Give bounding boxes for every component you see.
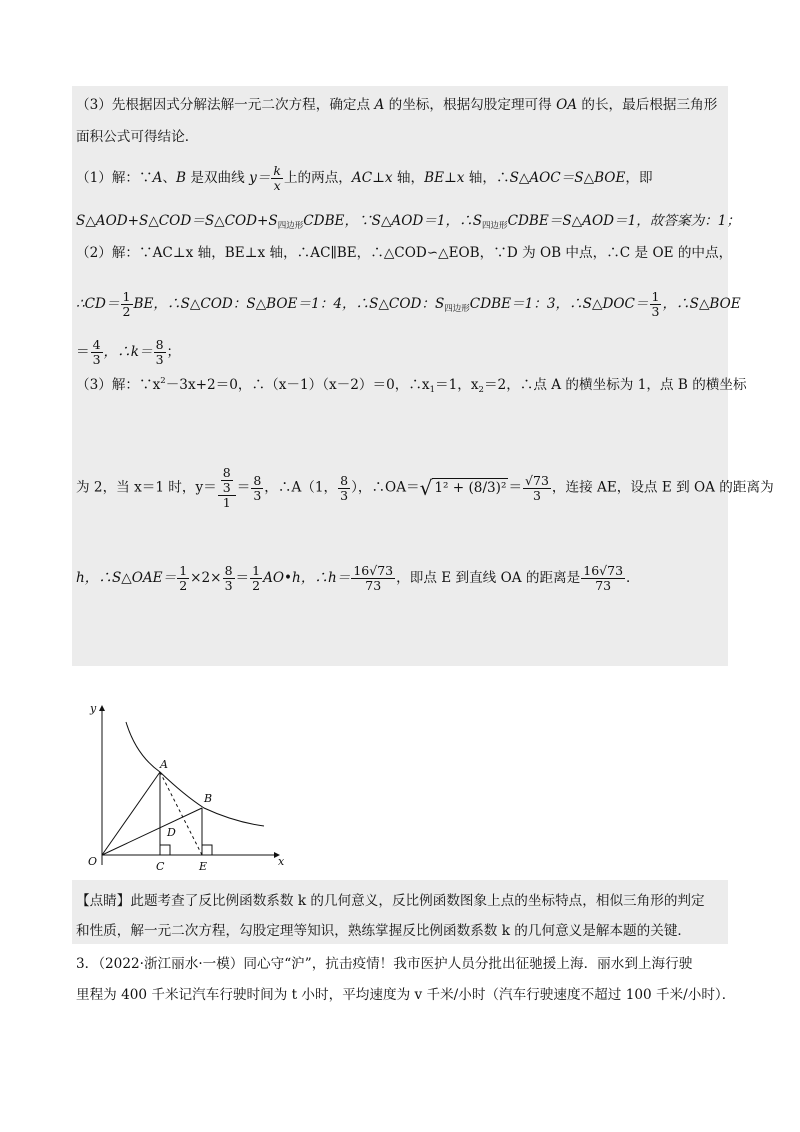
fraction-distance-value: $\frac{16√73}{73}$	[583, 563, 624, 593]
fraction-h-value: $\frac{16√73}{73}$	[353, 563, 394, 593]
hyperbola-figure	[74, 700, 286, 878]
fraction-k-over-x: $\frac{k}{x}$	[273, 163, 281, 193]
label-O: O	[88, 855, 98, 868]
radical-sign: √	[419, 476, 433, 500]
label-D: D	[167, 826, 176, 839]
fraction-sqrt73-over-3: $\frac{√73}{3}$	[525, 472, 549, 503]
sqrt-expression: 1² + (8/3)²	[434, 479, 507, 496]
fraction-one-third: $\frac{1}{3}$	[651, 289, 660, 319]
solution-2-line-3: ＝ $\frac{4}{3}$ ，∴k＝ $\frac{8}{3}$ ；	[76, 337, 181, 367]
fraction-eight-thirds: $\frac{8}{3}$	[155, 337, 164, 367]
fraction-one-half: $\frac{1}{2}$	[122, 289, 131, 319]
solution-3-line-3: h，∴S△OAE＝ $\frac{1}{2}$ ×2× $\frac{8}{3}$ ＝ $\frac{1}{2}$ AO•h，∴h＝ $\frac{16√73}{73}$ ，即点 E 到直线 OA 的距离是 $\frac{16√73}{73}$ ．	[76, 563, 640, 593]
hint-3-line-1: （3）先根据因式分解法解一元二次方程，确定点 A 的坐标，根据勾股定理可得 OA 的长，最后根据三角形	[76, 97, 718, 113]
fraction-four-thirds: $\frac{4}{3}$	[92, 337, 101, 367]
fraction-eight-thirds-2: $\frac{8}{3}$	[253, 472, 262, 503]
hint-3-line-2: 面积公式可得结论．	[76, 129, 199, 145]
solution-1-line-1: （1）解：∵A、B 是双曲线 y＝ $\frac{k}{x}$ 上的两点，AC⊥x 轴，BE⊥x 轴，∴S△AOC＝S△BOE，即	[76, 163, 653, 193]
solution-3-line-1: （3）解：$\because x^2-3x+2=0$，∴（x－1）（x－2）＝0，$\therefore x_1=1$，$x_2=2$，∴点 A 的横坐标为 1，点 B 的横坐标	[76, 376, 747, 395]
fraction-eight-thirds-3: $\frac{8}{3}$	[340, 472, 349, 503]
right-angle-C	[160, 845, 170, 855]
label-x: x	[278, 855, 285, 868]
label-B: B	[204, 792, 213, 805]
fraction-half-a: $\frac{1}{2}$	[179, 563, 188, 593]
label-C: C	[156, 860, 165, 873]
question-3-line-2: 里程为 400 千米记汽车行驶时间为 t 小时，平均速度为 v 千米/小时（汽车行驶速度不超过 100 千米/小时）．	[76, 987, 736, 1003]
comment-line-2: 和性质，解一元二次方程，勾股定理等知识，熟练掌握反比例函数系数 k 的几何意义是解本题的关键．	[76, 923, 692, 939]
question-3-line-1: 3．（2022·浙江丽水·一模）同心守“沪”，抗击疫情！我市医护人员分批出征驰援上海．丽水到上海行驶	[76, 956, 693, 972]
comment-line-1: 【点睛】此题考查了反比例函数系数 k 的几何意义，反比例函数图象上点的坐标特点，相似三角形的判定	[76, 893, 705, 909]
label-y: y	[90, 702, 97, 715]
solution-3-line-2: 为 2，当 x＝1 时，y＝ $\frac{\frac{8}{3}}{1}$ ＝ $\frac{8}{3}$ ，∴A（1， $\frac{8}{3}$ ），∴OA＝√ 1² + (8/3)² ＝ $\frac{√73}{3}$ ，连接 AE，设点 E 到 OA 的距离为	[76, 465, 774, 510]
segment-OA	[102, 772, 160, 855]
solution-2-line-1: （2）解：∵AC⊥x 轴，BE⊥x 轴，∴AC∥BE，∴△COD∽△EOB，∵D 为 OB 中点，∴C 是 OE 的中点，	[76, 245, 733, 261]
label-A: A	[160, 758, 168, 771]
hyperbola-curve	[126, 722, 264, 826]
hyperbola-diagram-svg	[74, 700, 286, 878]
fraction-half-b: $\frac{1}{2}$	[252, 563, 261, 593]
solution-2-line-2: ∴CD＝ $\frac{1}{2}$ BE，∴S△COD：S△BOE＝1：4，∴S△COD：$S_{四边形}CDBE=1$：3，∴S△DOC＝ $\frac{1}{3}$ ，∴S△BOE	[76, 289, 741, 319]
label-E: E	[199, 860, 208, 873]
fraction-eight-thirds-over-one: $\frac{\frac{8}{3}}{1}$	[218, 466, 236, 510]
segment-AE-dashed	[160, 772, 202, 855]
segment-OB	[102, 808, 202, 855]
solution-1-line-2: $S\triangle AOD+S\triangle COD=S\triangle COD+S_{四边形}CDBE$，∵S△AOD＝1，$\therefore S_{四边形}CDBE=S\triangle AOD=1$，故答案为：1；	[76, 213, 741, 231]
fraction-eight-thirds-4: $\frac{8}{3}$	[224, 563, 233, 593]
right-angle-E	[202, 845, 212, 855]
